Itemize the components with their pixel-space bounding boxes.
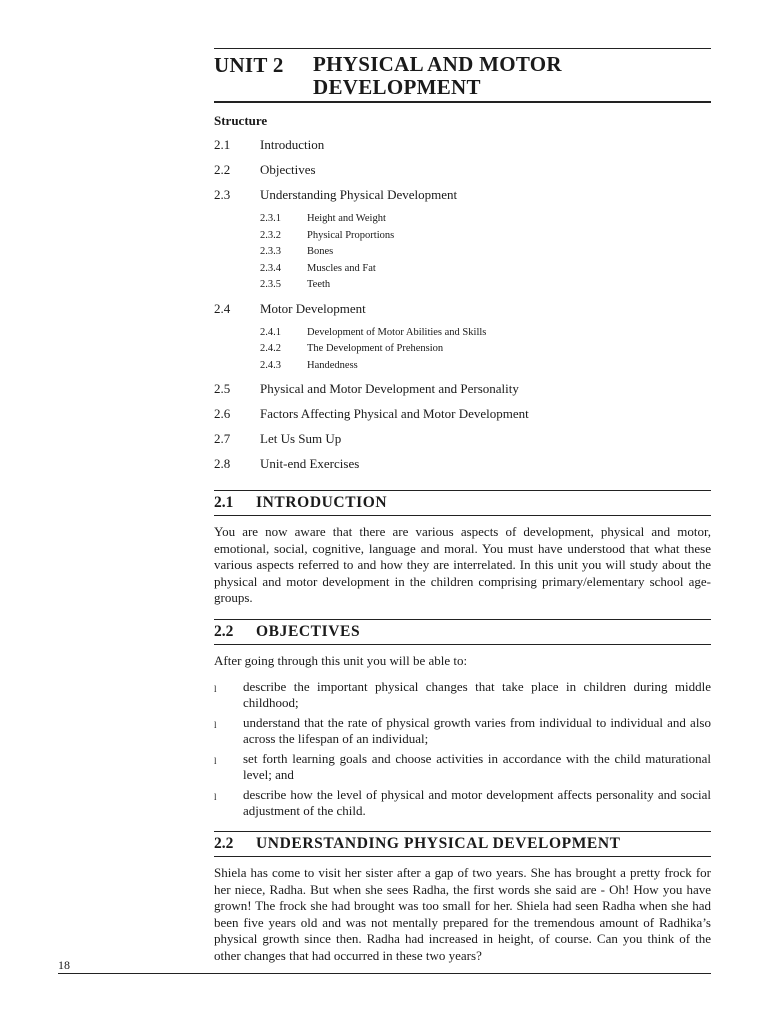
- toc-item-label: Introduction: [260, 137, 325, 152]
- objective-text: describe the important physical changes that take place in children during middle childhood;: [243, 679, 711, 710]
- objective-text: understand that the rate of physical growth varies from individual to individual and also across the lifespan of an individual;: [243, 715, 711, 746]
- toc-subitem: [214, 359, 711, 376]
- toc-item: [214, 456, 711, 481]
- unit-title: [313, 53, 562, 99]
- toc-item-label: Unit-end Exercises: [260, 456, 360, 471]
- toc-subitem-label: Physical Proportions: [307, 229, 395, 241]
- toc-item-number: 2.1: [214, 137, 231, 152]
- toc-subitem: [214, 245, 711, 262]
- bullet-icon: l: [214, 756, 217, 766]
- toc-item-number: 2.5: [214, 381, 231, 396]
- toc-item-label: Objectives: [260, 162, 316, 177]
- toc-subitem: [214, 278, 711, 295]
- toc-subitem: [214, 342, 711, 359]
- table-of-contents: [214, 137, 711, 481]
- objective-text: describe how the level of physical and motor development affects personality and social adjustment of the child.: [243, 787, 711, 818]
- structure-label: Structure: [214, 113, 268, 128]
- toc-item-number: 2.7: [214, 431, 231, 446]
- toc-item: [214, 187, 711, 212]
- toc-item: [214, 162, 711, 187]
- toc-item-number: 2.3: [214, 187, 231, 202]
- toc-subitem-label: Bones: [307, 246, 334, 257]
- understanding-paragraph: Shiela has come to visit her sister after a gap of two years. She has brought a pretty frock for her niece, Radha. But when she sees Radha, the first words she said are - Oh! How you have grown! The frock she had brought was too small for her. Shiela had seen Radha when she had been five years old and was not mentally prepared for the tremendous amount of Radhika’s physical growth since then. Radha had increased in height, of course. Can you think of the other changes that had occurred in these two years?: [214, 865, 711, 963]
- toc-item-number: 2.4: [214, 300, 231, 316]
- toc-subitem-number: 2.4.2: [260, 343, 281, 354]
- toc-item-label: Factors Affecting Physical and Motor Development: [260, 406, 529, 421]
- unit-number: UNIT 2: [214, 53, 284, 77]
- section-title: INTRODUCTION: [256, 494, 388, 511]
- section-title: UNDERSTANDING PHYSICAL DEVELOPMENT: [256, 835, 621, 852]
- bullet-icon: l: [214, 720, 217, 730]
- objectives-intro: After going through this unit you will be able to:: [214, 652, 468, 668]
- objective-text: set forth learning goals and choose activities in accordance with the child maturational level; and: [243, 751, 711, 782]
- section-number: 2.2: [214, 622, 234, 640]
- toc-subitem-label: Muscles and Fat: [307, 262, 376, 274]
- toc-subitem-label: The Development of Prehension: [307, 343, 444, 354]
- page-number: 18: [58, 958, 70, 972]
- section-understanding: [214, 831, 711, 964]
- toc-subitem-label: Development of Motor Abilities and Skills: [307, 326, 487, 338]
- section-objectives: [214, 619, 711, 820]
- bullet-icon: l: [214, 684, 217, 694]
- unit-heading: [214, 49, 711, 101]
- unit-title-line2: DEVELOPMENT: [313, 75, 481, 99]
- toc-subitem: [214, 262, 711, 279]
- toc-subitem-number: 2.4.3: [260, 359, 281, 371]
- toc-subitem-number: 2.3.3: [260, 246, 281, 257]
- objective-item: [214, 751, 711, 783]
- section-heading: [214, 619, 711, 645]
- toc-subitem-label: Handedness: [307, 359, 358, 371]
- toc-item-label: Motor Development: [260, 300, 366, 316]
- toc-item-label: Understanding Physical Development: [260, 187, 458, 202]
- toc-subitem-label: Teeth: [307, 279, 331, 290]
- toc-item: [214, 137, 711, 162]
- toc-item: [214, 431, 711, 456]
- toc-item-number: 2.8: [214, 456, 231, 471]
- toc-item-number: 2.6: [214, 406, 231, 421]
- section-number: 2.1: [214, 494, 234, 511]
- bullet-icon: l: [214, 792, 217, 802]
- toc-item: [214, 381, 711, 406]
- toc-subitem: [214, 229, 711, 246]
- toc-subitem-number: 2.3.2: [260, 229, 281, 241]
- objective-item: [214, 679, 711, 711]
- section-introduction: [214, 490, 711, 607]
- section-number: 2.2: [214, 835, 234, 852]
- section-heading: [214, 831, 711, 857]
- objective-item: [214, 715, 711, 747]
- toc-subitem-number: 2.3.4: [260, 262, 281, 274]
- toc-item: [214, 301, 711, 326]
- page-body: [214, 48, 711, 964]
- toc-subitem: [214, 326, 711, 343]
- introduction-paragraph: You are now aware that there are various aspects of development, physical and motor, emotional, social, cognitive, language and moral. You must have understood that what these various aspects referred to and how they are interrelated. In this unit you will study about the physical and motor development in the children comprising primary/elementary school age-groups.: [214, 524, 711, 605]
- toc-item-label: Let Us Sum Up: [260, 431, 342, 446]
- toc-subitem-number: 2.3.1: [260, 213, 281, 224]
- toc-item-number: 2.2: [214, 162, 231, 177]
- toc-subitem-number: 2.3.5: [260, 279, 281, 290]
- toc-item-label: Physical and Motor Development and Personality: [260, 381, 519, 396]
- toc-subitem-label: Height and Weight: [307, 213, 386, 224]
- toc-item: [214, 406, 711, 431]
- toc-subitem: [214, 212, 711, 229]
- section-heading: [214, 490, 711, 516]
- objective-item: [214, 787, 711, 819]
- footer-rule: [58, 973, 711, 974]
- toc-subitem-number: 2.4.1: [260, 326, 281, 338]
- unit-heading-rule: [214, 101, 711, 103]
- section-title: OBJECTIVES: [256, 622, 361, 640]
- objectives-list: [214, 679, 711, 819]
- unit-title-line1: PHYSICAL AND MOTOR: [313, 52, 562, 76]
